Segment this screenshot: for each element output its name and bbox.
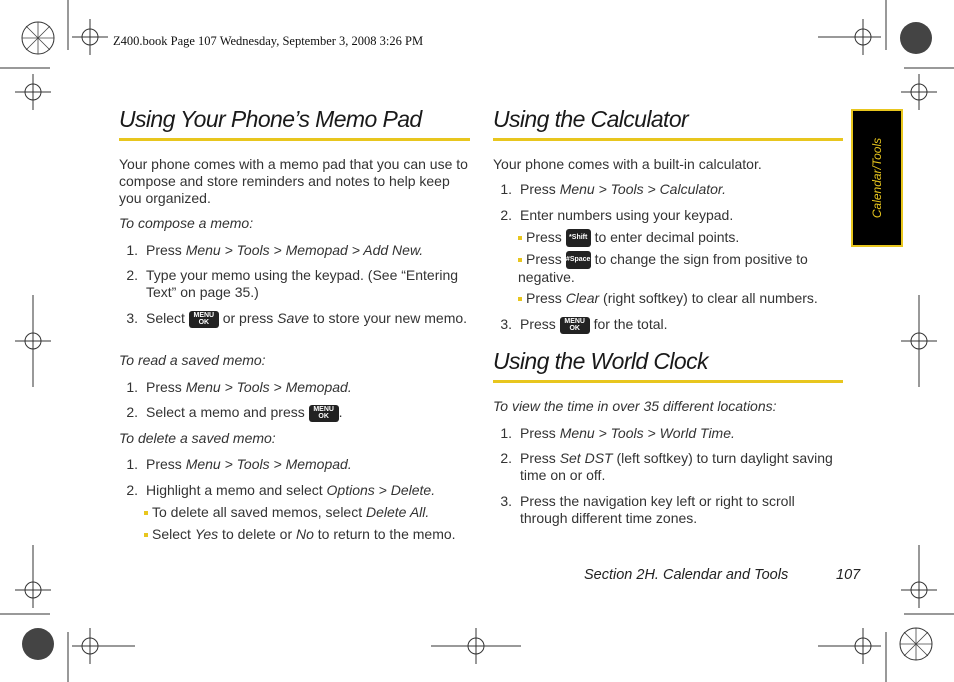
calc-bullet-2: Press #Space to change the sign from positive to negative.	[518, 251, 808, 286]
clock-step-2: 2. Press Set DST (left softkey) to turn daylight saving time on or off.	[500, 450, 833, 483]
memo-title: Using Your Phone’s Memo Pad	[119, 106, 422, 132]
read-step-1: 1. Press Menu > Tools > Memopad.	[126, 379, 352, 395]
clock-title: Using the World Clock	[493, 348, 708, 374]
delete-step-2: 2. Highlight a memo and select Options > Delete.	[126, 482, 436, 498]
print-header: Z400.book Page 107 Wednesday, September 3, 2008 3:26 PM	[113, 34, 424, 48]
calc-bullet-1: Press *Shift to enter decimal points.	[518, 229, 739, 247]
bullet-icon	[518, 297, 522, 301]
read-heading: To read a saved memo:	[119, 352, 266, 368]
star-shift-key-icon: *Shift	[566, 229, 591, 247]
menu-ok-key-icon: MENU OK	[189, 311, 219, 328]
clock-title-rule	[493, 380, 843, 383]
delete-heading: To delete a saved memo:	[119, 430, 276, 446]
page-number: 107	[836, 567, 861, 583]
bullet-icon	[518, 236, 522, 240]
bullet-icon	[144, 511, 148, 515]
menu-ok-key-icon: MENU OK	[309, 405, 339, 422]
delete-bullet-2: Select Yes to delete or No to return to the memo.	[144, 526, 456, 543]
clock-step-1: 1. Press Menu > Tools > World Time.	[500, 425, 735, 441]
compose-step-3: 3. Select MENU OK or press Save to store your new memo.	[126, 310, 468, 326]
clock-heading: To view the time in over 35 different locations:	[493, 398, 777, 414]
bullet-icon	[518, 258, 522, 262]
compose-step-1: 1. Press Menu > Tools > Memopad > Add New.	[126, 242, 424, 258]
calc-step-1: 1. Press Menu > Tools > Calculator.	[500, 181, 726, 197]
footer-section: Section 2H. Calendar and Tools	[584, 567, 789, 583]
compose-heading: To compose a memo:	[119, 215, 254, 231]
clock-step-3: 3. Press the navigation key left or right to scroll through different time zones.	[500, 493, 795, 526]
read-step-2: 2. Select a memo and press MENU OK .	[126, 404, 343, 420]
bullet-icon	[144, 533, 148, 537]
calc-step-3: 3. Press MENU OK for the total.	[500, 316, 668, 332]
calc-title-rule	[493, 138, 843, 141]
calc-step-2: 2. Enter numbers using your keypad.	[500, 207, 734, 223]
delete-bullet-1: To delete all saved memos, select Delete All.	[144, 504, 429, 521]
calc-title: Using the Calculator	[493, 106, 689, 132]
pound-space-key-icon: #Space	[566, 251, 591, 269]
section-tab	[851, 109, 903, 247]
memo-intro: Your phone comes with a memo pad that you can use to compose and store reminders and notes to help keep you organized.	[119, 156, 468, 206]
calc-intro: Your phone comes with a built-in calculator.	[493, 156, 762, 172]
delete-step-1: 1. Press Menu > Tools > Memopad.	[126, 456, 352, 472]
menu-ok-key-icon: MENU OK	[560, 317, 590, 334]
calc-bullet-3: Press Clear (right softkey) to clear all numbers.	[518, 290, 818, 307]
memo-title-rule	[119, 138, 470, 141]
compose-step-2: 2. Type your memo using the keypad. (See “Entering Text” on page 35.)	[126, 267, 459, 300]
section-tab-label: Calendar/Tools	[870, 137, 884, 219]
